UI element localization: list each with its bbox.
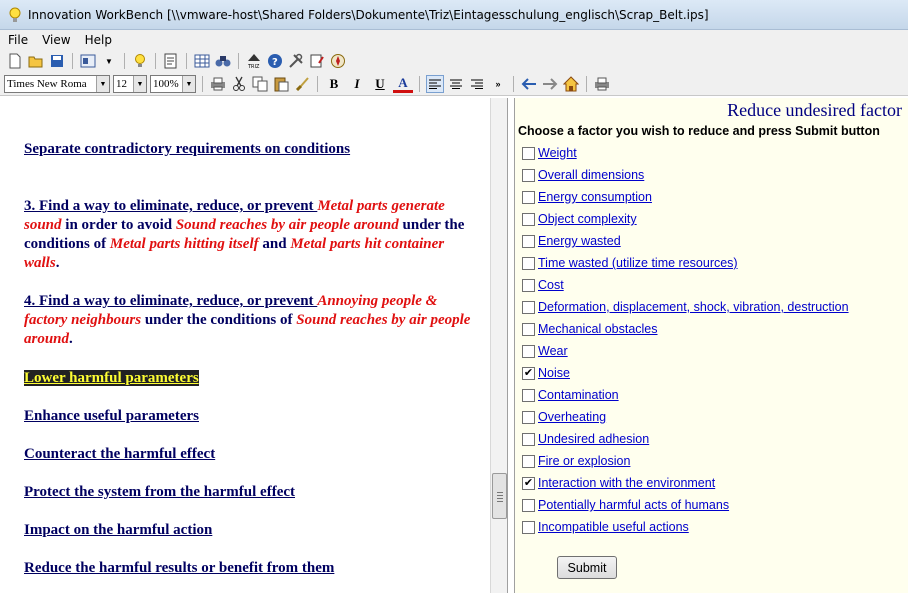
binoculars-icon[interactable] <box>214 52 232 70</box>
factor-checkbox[interactable] <box>522 301 535 314</box>
factor-label[interactable]: Interaction with the environment <box>538 476 716 490</box>
problem-4-term: Annoying people & factory neighbours <box>24 293 438 328</box>
factor-row[interactable] <box>522 386 619 404</box>
chevron-down-icon[interactable]: ▼ <box>182 76 195 92</box>
font-size-value: 12 <box>116 77 127 90</box>
font-name-select[interactable] <box>4 75 110 93</box>
factor-row[interactable] <box>522 474 715 492</box>
format-toolbar <box>0 72 908 96</box>
link-reduce-harmful-results[interactable] <box>24 559 334 578</box>
triz-icon[interactable] <box>245 52 263 70</box>
align-left-icon[interactable] <box>426 75 444 93</box>
factor-checkbox[interactable] <box>522 235 535 248</box>
font-color-button[interactable]: A <box>393 75 413 93</box>
factor-row[interactable] <box>522 144 577 162</box>
link-impact-harmful-action[interactable] <box>24 521 212 540</box>
factor-row[interactable] <box>522 518 689 536</box>
paste-icon[interactable] <box>272 75 290 93</box>
factor-label[interactable]: Noise <box>538 366 570 380</box>
problem-3-text: and <box>258 236 291 252</box>
main-toolbar <box>0 50 908 72</box>
grip-line <box>497 498 503 499</box>
compass-icon[interactable] <box>329 52 347 70</box>
factor-row[interactable] <box>522 276 564 294</box>
copy-icon[interactable] <box>251 75 269 93</box>
link-label[interactable]: Reduce the harmful results or benefit from them <box>24 560 335 576</box>
problem-3-text: in order to avoid <box>61 217 176 233</box>
toolbar-separator <box>124 53 125 69</box>
document-pane <box>8 98 508 593</box>
problem-3-prefix[interactable]: 3. Find a way to eliminate, reduce, or prevent <box>24 198 318 214</box>
factor-label[interactable]: Energy wasted <box>538 234 621 248</box>
layout-icon[interactable] <box>79 52 97 70</box>
underline-button[interactable]: U <box>375 75 385 91</box>
menu-view[interactable]: View <box>42 33 71 47</box>
factor-row[interactable] <box>522 364 570 382</box>
factor-label[interactable]: Overall dimensions <box>538 168 645 182</box>
factor-label[interactable]: Fire or explosion <box>538 454 631 468</box>
toolbar-separator <box>513 76 514 92</box>
link-label[interactable]: Lower harmful parameters <box>24 370 199 386</box>
hint-icon[interactable] <box>131 52 149 70</box>
svg-text:?: ? <box>272 57 278 68</box>
back-arrow-icon[interactable] <box>520 75 538 93</box>
font-size-select[interactable] <box>113 75 147 93</box>
title-bar <box>0 0 908 30</box>
toolbar-separator <box>317 76 318 92</box>
scrollbar-thumb[interactable] <box>492 473 507 519</box>
toolbar-separator <box>186 53 187 69</box>
factor-checkbox[interactable] <box>522 257 535 270</box>
factor-checkbox[interactable] <box>522 213 535 226</box>
factor-label[interactable]: Wear <box>538 344 568 358</box>
factor-label[interactable]: Incompatible useful actions <box>538 520 689 534</box>
problem-3-term: Metal parts hit container walls <box>24 236 445 271</box>
factor-checkbox[interactable] <box>522 323 535 336</box>
zoom-select[interactable] <box>150 75 196 93</box>
factor-label[interactable]: Potentially harmful acts of humans <box>538 498 730 512</box>
print-icon[interactable] <box>209 75 227 93</box>
problem-4-term: Sound reaches by air people around <box>24 312 471 347</box>
factor-checkbox[interactable] <box>522 169 535 182</box>
font-name-value: Times New Roma <box>7 77 87 90</box>
factor-checkbox[interactable] <box>522 433 535 446</box>
link-enhance-useful-parameters[interactable] <box>24 407 199 426</box>
problem-statement-4 <box>24 292 478 349</box>
factor-label[interactable]: Mechanical obstacles <box>538 322 658 336</box>
factor-row[interactable] <box>522 254 738 272</box>
factor-row[interactable] <box>522 188 652 206</box>
table-icon[interactable] <box>193 52 211 70</box>
factor-row[interactable] <box>522 298 849 316</box>
open-icon[interactable] <box>27 52 45 70</box>
submit-button[interactable]: Submit <box>557 556 617 579</box>
grip-line <box>497 501 503 502</box>
forward-arrow-icon[interactable] <box>541 75 559 93</box>
link-label[interactable]: Counteract the harmful effect <box>24 446 216 462</box>
factor-row[interactable] <box>522 452 630 470</box>
factor-checkbox[interactable] <box>522 279 535 292</box>
toolbar-separator <box>72 53 73 69</box>
factor-label[interactable]: Time wasted (utilize time resources) <box>538 256 738 270</box>
factor-checkbox[interactable] <box>522 455 535 468</box>
factor-label[interactable]: Contamination <box>538 388 619 402</box>
bold-button[interactable]: B <box>329 75 339 91</box>
factor-checkbox[interactable] <box>522 147 535 160</box>
factor-row[interactable] <box>522 430 649 448</box>
factor-row[interactable] <box>522 408 606 426</box>
factor-checkbox[interactable] <box>522 499 535 512</box>
cut-icon[interactable] <box>230 75 248 93</box>
factor-checkbox[interactable] <box>522 389 535 402</box>
link-label[interactable]: Impact on the harmful action <box>24 522 213 538</box>
home-icon[interactable] <box>562 75 580 93</box>
link-label[interactable]: Separate contradictory requirements on conditions <box>24 141 351 157</box>
factor-row[interactable] <box>522 496 729 514</box>
bulb-icon <box>8 7 22 23</box>
chevron-right-icon[interactable]: » <box>495 78 501 89</box>
save-icon[interactable] <box>48 52 66 70</box>
tools-icon[interactable] <box>287 52 305 70</box>
link-counteract-harmful-effect[interactable] <box>24 445 215 464</box>
grip-line <box>497 492 503 493</box>
factor-label[interactable]: Deformation, displacement, shock, vibration, destruction <box>538 300 849 314</box>
problem-3-term: Sound reaches by air people around <box>175 217 399 233</box>
edit-icon[interactable] <box>162 52 180 70</box>
toolbar-separator <box>419 76 420 92</box>
italic-button[interactable]: I <box>354 75 360 91</box>
factor-row[interactable] <box>522 320 658 338</box>
problem-3-text: under the conditions of <box>24 217 465 252</box>
factor-checkbox[interactable] <box>522 191 535 204</box>
zoom-value: 100% <box>153 77 179 90</box>
chevron-down-icon[interactable]: ▼ <box>96 76 109 92</box>
vertical-scrollbar[interactable] <box>490 98 507 593</box>
panel-instruction: Choose a factor you wish to reduce and press Submit button <box>518 124 880 138</box>
help-icon[interactable] <box>266 52 284 70</box>
svg-text:TRIZ: TRIZ <box>248 64 260 69</box>
factor-row[interactable] <box>522 166 644 184</box>
factor-checkbox[interactable] <box>522 411 535 424</box>
link-label[interactable]: Enhance useful parameters <box>24 408 199 424</box>
printer-icon[interactable] <box>593 75 611 93</box>
link-label[interactable]: Protect the system from the harmful effect <box>24 484 296 500</box>
factor-checkbox[interactable]: ✔ <box>523 366 534 379</box>
problem-4-text: . <box>69 331 73 347</box>
factor-label[interactable]: Object complexity <box>538 212 637 226</box>
menu-help[interactable]: Help <box>84 33 112 47</box>
chevron-down-icon[interactable]: ▼ <box>105 56 113 66</box>
brush-icon[interactable] <box>293 75 311 93</box>
align-center-icon[interactable] <box>447 75 465 93</box>
grip-line <box>497 495 503 496</box>
problem-3-text: . <box>55 255 60 271</box>
align-right-icon[interactable] <box>468 75 486 93</box>
window-title: Innovation WorkBench [\\vmware-host\Shared Folders\Dokumente\Triz\Eintagesschulung_englisch\Scrap_Belt.ips] <box>28 7 709 22</box>
factor-label[interactable]: Undesired adhesion <box>538 432 650 446</box>
problem-3-term: Metal parts hitting itself <box>109 236 259 252</box>
factor-checkbox[interactable] <box>522 345 535 358</box>
problem-4-text: under the conditions of <box>141 312 297 328</box>
factor-row[interactable] <box>522 232 621 250</box>
factor-checkbox[interactable]: ✔ <box>523 476 534 489</box>
factor-checkbox[interactable] <box>522 521 535 534</box>
new-icon[interactable] <box>6 52 24 70</box>
link-protect-system[interactable] <box>24 483 295 502</box>
link-separate-requirements[interactable] <box>24 140 350 159</box>
factor-label[interactable]: Overheating <box>538 410 607 424</box>
factor-label[interactable]: Weight <box>538 146 577 160</box>
toolbar-separator <box>238 53 239 69</box>
toolbar-separator <box>155 53 156 69</box>
problem-4-prefix[interactable]: 4. Find a way to eliminate, reduce, or prevent <box>24 293 318 309</box>
factor-panel <box>514 98 908 593</box>
factor-label[interactable]: Energy consumption <box>538 190 652 204</box>
panel-title: Reduce undesired factor <box>727 100 902 120</box>
toolbar-separator <box>586 76 587 92</box>
menu-file[interactable]: File <box>8 33 29 47</box>
problem-statement-3 <box>24 197 478 273</box>
toolbar-separator <box>202 76 203 92</box>
factor-row[interactable] <box>522 342 568 360</box>
link-lower-harmful-parameters[interactable] <box>24 369 199 388</box>
menu-bar <box>0 30 908 50</box>
factor-label[interactable]: Cost <box>538 278 564 292</box>
factor-row[interactable] <box>522 210 637 228</box>
problem-3-term: Metal parts generate sound <box>24 198 445 233</box>
notes-icon[interactable] <box>308 52 326 70</box>
chevron-down-icon[interactable]: ▼ <box>133 76 146 92</box>
